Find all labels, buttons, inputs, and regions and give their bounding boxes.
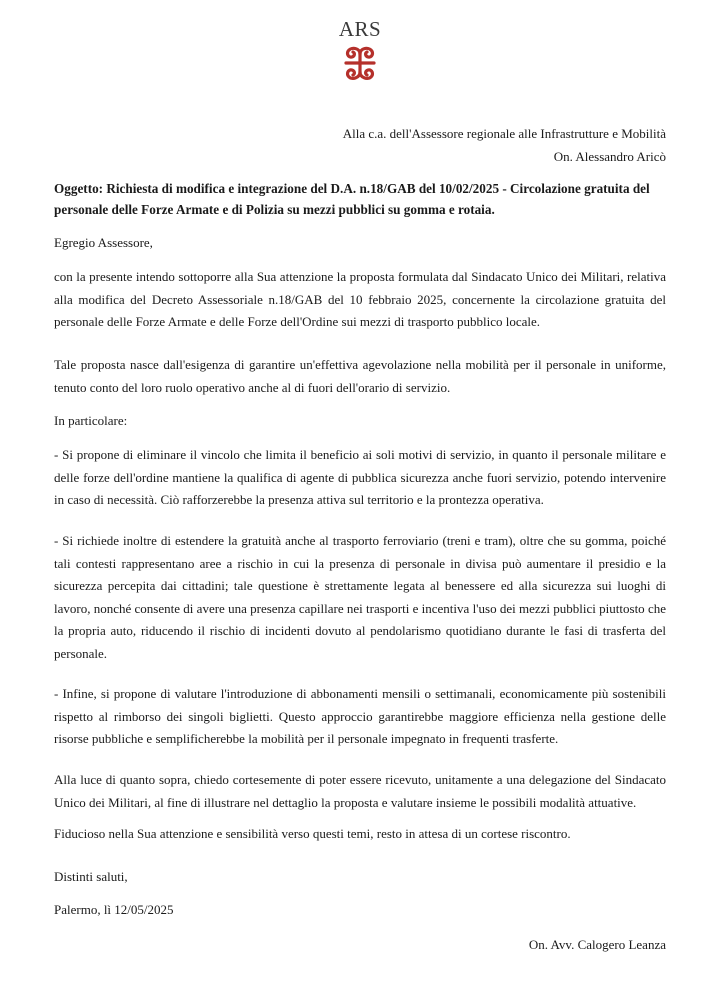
- paragraph-intro: con la presente intendo sottoporre alla Sua attenzione la proposta formulata dal Sindacato Unico dei Militari, relativa alla modifica del Decreto Assessoriale n.18/GAB del 10 febbraio 2025, concernente la circolazione gratuita del personale delle Forze Armate e delle Forze dell'Ordine sui mezzi di trasporto pubblico locale.: [54, 269, 666, 329]
- logo-text: ARS: [338, 17, 382, 41]
- signature: On. Avv. Calogero Leanza: [528, 937, 666, 952]
- ars-logo: [328, 18, 392, 84]
- paragraph-in-particolare: In particolare:: [54, 413, 128, 428]
- paragraph-motivation: Tale proposta nasce dall'esigenza di garantire un'effettiva agevolazione nella mobilità per il personale in uniforme, tenuto conto del loro ruolo operativo anche al di fuori dell'orario di servizio.: [54, 357, 666, 395]
- closing-salutation: Distinti saluti,: [54, 869, 128, 884]
- recipient-line: Alla c.a. dell'Assessore regionale alle Infrastrutture e Mobilità: [342, 126, 666, 141]
- place-date: Palermo, lì 12/05/2025: [54, 902, 174, 917]
- subject-line: Oggetto: Richiesta di modifica e integrazione del D.A. n.18/GAB del 10/02/2025 - Circolazione gratuita del personale delle Forze Armate e di Polizia su mezzi pubblici su gomma e rotaia.: [54, 181, 650, 217]
- paragraph-point-1: - Si propone di eliminare il vincolo che limita il beneficio ai soli motivi di servizio, in quanto il personale militare e delle forze dell'ordine mantiene la qualifica di agente di pubblica sicurezza anche fuori servizio, potendo intervenire in caso di necessità. Ciò rafforzerebbe la presenza attiva sul territorio e la prontezza operativa.: [54, 447, 666, 507]
- recipient-name: On. Alessandro Aricò: [553, 149, 666, 164]
- paragraph-point-2: - Si richiede inoltre di estendere la gratuità anche al trasporto ferroviario (treni e tram), oltre che su gomma, poiché tali contesti rappresentano aree a rischio in cui la presenza di personale in divisa può aumentare il presidio e la sicurezza percepita dai cittadini; tale questione è strettamente legata al benessere ed alla sicurezza sui luoghi di lavoro, nonché consente di avere una presenza capillare nei trasporti e incentiva l'uso dei mezzi pubblici piuttosto che la propria auto, riducendo il rischio di incidenti dovuto al pendolarismo quotidiano durante le fasi di trasferta del personale.: [54, 533, 666, 661]
- paragraph-request: Alla luce di quanto sopra, chiedo cortesemente di poter essere ricevuto, unitamente a una delegazione del Sindacato Unico dei Militari, al fine di illustrare nel dettaglio la proposta e valutare insieme le possibili modalità attuative.: [54, 772, 666, 810]
- greeting: Egregio Assessore,: [54, 235, 153, 250]
- paragraph-closing-remark: Fiducioso nella Sua attenzione e sensibilità verso questi temi, resto in attesa di un cortese riscontro.: [54, 826, 571, 841]
- spiral-emblem-icon: [340, 44, 380, 84]
- paragraph-point-3: - Infine, si propone di valutare l'introduzione di abbonamenti mensili o settimanali, economicamente più sostenibili rispetto al rimborso dei singoli biglietti. Questo approccio garantirebbe maggiore efficienza nella gestione delle risorse pubbliche e semplificherebbe la mobilità per il personale impegnato in frequenti trasferte.: [54, 686, 666, 746]
- recipient-block: [343, 122, 666, 168]
